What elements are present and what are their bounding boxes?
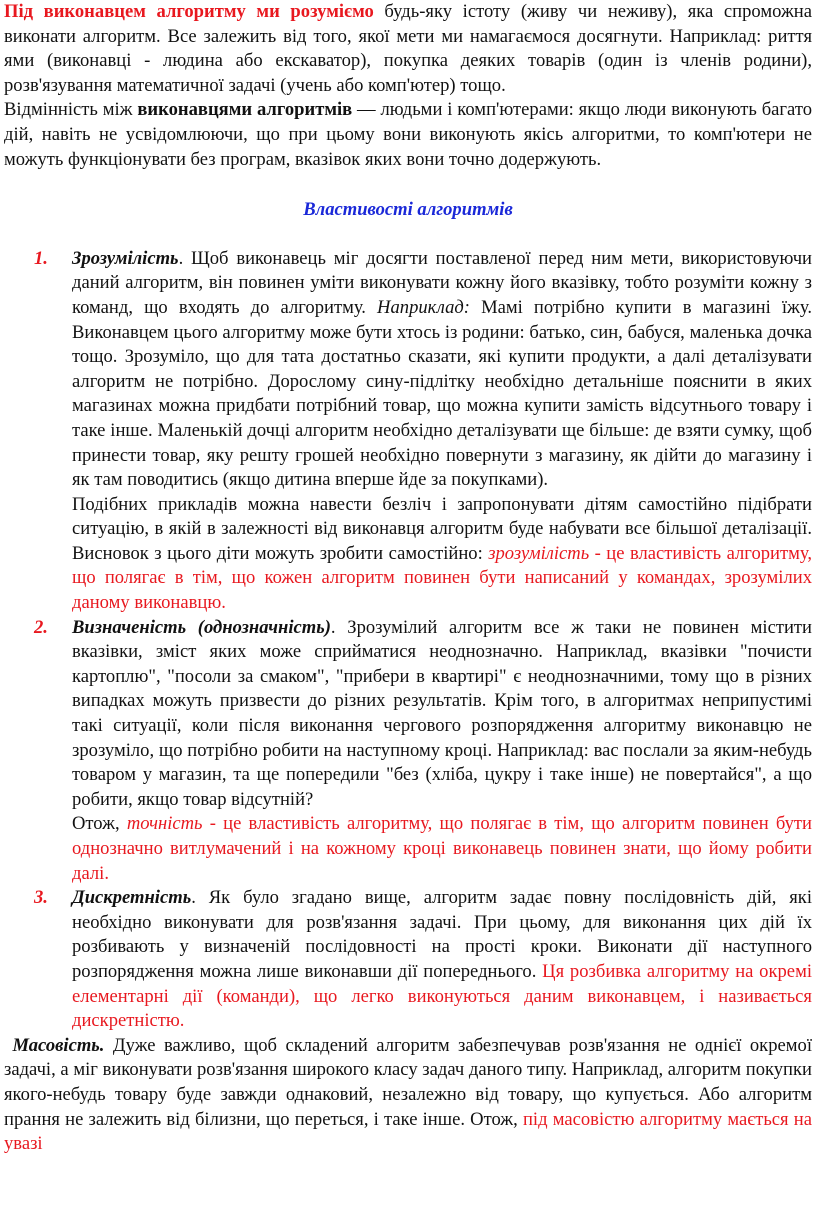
comprehensibility-example: Мамі потрібно купити в магазині їжу. Виконавцем цього алгоритму може бути хтось із родини: батько, син, бабуся, маленька дочка тощо. Зрозуміло, що для тата достатньо сказати, які купити продукти, а далі деталізувати алгоритм не потрібно. Дорослому сину-підлітку необхідно детальніше пояснити в яких магазинах можна придбати потрібний товар, що можна купити замість відсутнього товару і таке інше. Маленькій дочці алгоритм необхідно деталізувати ще більше: де взяти сумку, щоб принести товар, яку решту грошей необхідно повернути з магазину, як дійти до магазину і як там поводитись (якщо дитина вперше йде за покупками). (72, 296, 812, 491)
properties-list (4, 247, 812, 1034)
executor-definition-term: Під виконавцем алгоритму ми розуміємо (4, 1, 374, 22)
mass-title: Масовість. (12, 1034, 105, 1056)
mass-text: Дуже важливо, щоб складений алгоритм забезпечував розв'язання не однієї окремої задачі, а міг виконувати розв'язання широкого класу задач даного типу. Наприклад, алгоритм покупки якого-небудь товару буде завжди однаковий, незалежно від товару, що купується. Або алгоритм прання не залежить від білизни, що переться, і таке інше. Отож, (4, 1034, 812, 1130)
comprehensibility-definition: - це властивість алгоритму, що полягає в тім, що кожен алгоритм повинен бути написаний у командах, зрозумілих даному виконавцю. (72, 542, 812, 614)
intro-paragraph-difference (4, 98, 812, 172)
difference-text-end: — людьми і комп'ютерами: якщо люди виконують багато дій, навіть не усвідомлюючи, що при цьому вони виконують якісь алгоритми, то комп'ютери не можуть функціонувати без програм, вказівок яких вони точно додержують. (4, 99, 812, 170)
conclusion-text: Подібних прикладів можна навести безліч і запропонувати дітям самостійно підібрати ситуацію, в якій в залежності від виконавця алгоритм буде набувати все більшої деталізації. Висновок з цього діти можуть зробити самостійно: (72, 493, 812, 564)
example-label: Наприклад: (377, 296, 470, 318)
definiteness-conclusion (72, 812, 812, 886)
discreteness-paragraph (72, 886, 812, 1034)
comprehensibility-paragraph (72, 247, 812, 493)
definiteness-text: . Зрозумілий алгоритм все ж таки не повинен містити вказівки, зміст яких може сприйматися неоднозначно. Наприклад, вказівки "почисти картоплю", "посоли за смаком", "прибери в квартирі" є неоднозначними, тому що в різних випадках можуть призвести до різних результатів. Крім того, в алгоритмах неприпустимі такі ситуації, коли після виконання чергового розпорядження алгоритму виконавцю не зрозуміло, що потрібно робити на наступному кроці. Наприклад: вас послали за яким-небудь товаром у магазин, та ще попередили "без (хліба, цукру і таке інше) не повертайся", а що робити, якщо товар відсутній? (72, 616, 812, 810)
definiteness-title: Визначеність (однозначність) (72, 616, 331, 638)
list-number: 2. (34, 616, 48, 638)
definiteness-paragraph (72, 616, 812, 813)
comprehensibility-text: . Щоб виконавець міг досягти поставленої перед ним мети, використовуючи даний алгоритм, він повинен уміти виконувати кожну його вказівку, тобто розуміти кожну з команд, що входять до алгоритму. (72, 247, 812, 318)
list-item-definiteness (4, 616, 812, 887)
executor-definition-text: будь-яку істоту (живу чи неживу), яка спроможна виконати алгоритм. Все залежить від того, якої мети ми намагаємося досягнути. Наприклад: риття ями (виконавці - людина або екскаватор), покупка деяких товарів (один із членів родини), розв'язування математичної задачі (учень або комп'ютер) тощо. (4, 1, 812, 96)
list-number: 1. (34, 247, 48, 269)
conclusion-text: Отож, (72, 813, 127, 835)
difference-text-start: Відмінність між (4, 99, 138, 121)
comprehensibility-title: Зрозумілість (72, 247, 179, 269)
executors-bold-term: виконавцями алгоритмів (137, 99, 353, 121)
mass-paragraph (4, 1034, 812, 1157)
intro-paragraph-executor (4, 0, 812, 98)
section-heading: Властивості алгоритмів (303, 199, 513, 221)
comprehensibility-term: зрозумілість (488, 542, 590, 564)
accuracy-definition: - це властивість алгоритму, що полягає в тім, що алгоритм повинен бути однозначно витлумачений і на кожному кроці виконавець повинен знати, що йому робити далі. (72, 813, 812, 884)
discreteness-definition: Ця розбивка алгоритму на окремі елементарні дії (команди), що легко виконуються даним виконавцем, і називається дискретністю. (72, 960, 812, 1032)
accuracy-term: точність (126, 813, 203, 835)
discreteness-title: Дискретність (72, 887, 192, 909)
mass-definition: під масовістю алгоритму мається на увазі (4, 1108, 812, 1155)
list-item-comprehensibility (4, 247, 812, 616)
list-item-discreteness (4, 886, 812, 1034)
list-number: 3. (34, 887, 48, 909)
comprehensibility-conclusion (72, 493, 812, 616)
discreteness-text: . Як було згадано вище, алгоритм задає повну послідовність дій, які необхідно виконувати для розв'язання задачі. При цьому, для виконання цих дій їх розбивають у визначеній послідовності на прості кроки. Виконати дії наступного розпорядження можна лише виконавши дії попереднього. (72, 887, 812, 982)
